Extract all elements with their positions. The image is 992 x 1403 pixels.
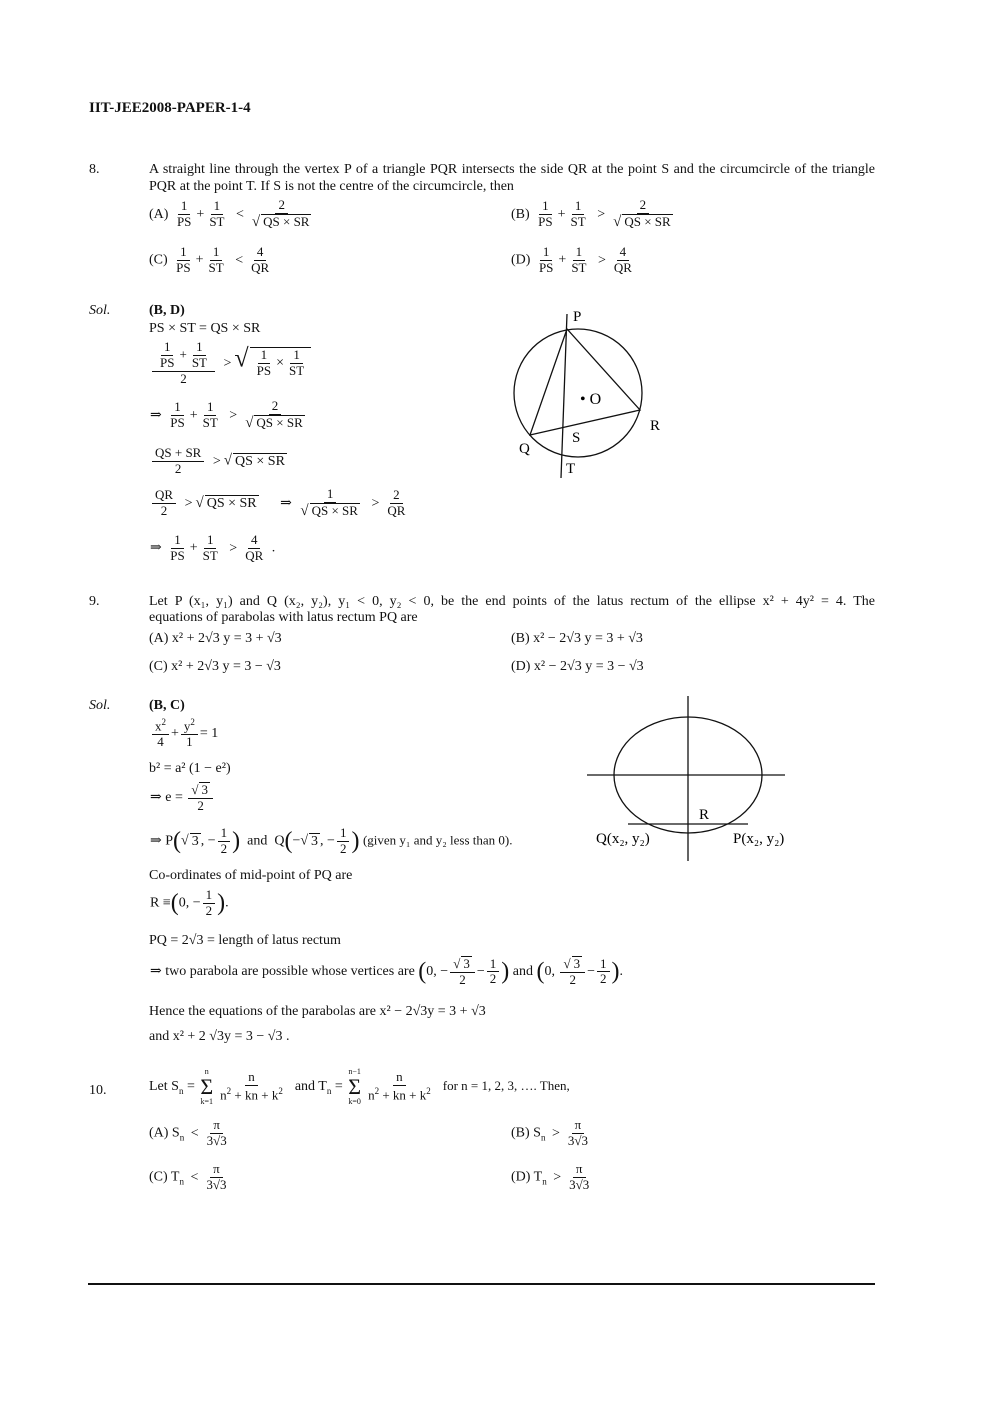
question-8-text: A straight line through the vertex P of a triangle PQR intersects the side QR at the point S and the circumcircle of the triangle PQR at the point T. If S is not the centre of the circumcircle, then (149, 162, 875, 194)
question-10-number: 10. (89, 1083, 107, 1098)
page-header: IIT-JEE2008-PAPER-1-4 (89, 100, 251, 116)
solution-9-label: Sol. (89, 698, 111, 713)
solution-9-ellipse-equation: $\frac{x^2}{4}$ + $\frac{y^2}{1}$ = 1 (150, 717, 218, 750)
solution-9-midpoint-r: R ≡(0, − $\frac{1}{2}$ ). (150, 887, 229, 918)
question-10-option-b: (B) $S_n$ > $\frac{\pi}{3√3}$ (511, 1117, 588, 1148)
solution-8-answer: (B, D) (149, 303, 185, 318)
footer-rule (88, 1283, 875, 1285)
question-8-option-a: (A) $\frac{1}{PS}$ + $\frac{1}{ST}$ < $\frac{2}{√ QS \times SR}$ (149, 197, 310, 230)
solution-9-answer: (B, C) (149, 698, 185, 713)
label-t: T (566, 461, 576, 477)
label-r: R (699, 807, 710, 823)
solution-9-hence: Hence the equations of the parabolas are x² − 2√3y = 3 + √3 (149, 1004, 486, 1019)
triangle-pqr (530, 329, 640, 435)
ellipse-diagram (585, 693, 790, 868)
question-10-option-d: (D) $T_n$ > $\frac{\pi}{3√3}$ (511, 1161, 590, 1192)
solution-8-step-2: $\frac{1}{PS}$ + $\frac{1}{ST}$ 2 > √ $\frac{1}{PS}$ × $\frac{1}{ST}$ (150, 340, 311, 387)
circle-diagram (500, 300, 690, 490)
label-q: Q(x₂, y₂) (596, 831, 650, 847)
question-10-option-c: (C) $T_n$ < $\frac{\pi}{3√3}$ (149, 1161, 227, 1192)
solution-8-step-1: PS × ST = QS × SR (149, 321, 261, 336)
question-8-option-d: (D) $\frac{1}{PS}$ + $\frac{1}{ST}$ > $\frac{4}{QR}$ (511, 244, 632, 275)
solution-9-eccentricity: ⇒ e = $\frac{√ 3}{2}$ (150, 782, 215, 814)
solution-8-label: Sol. (89, 303, 111, 318)
solution-9-pq-length: PQ = 2√3 = length of latus rectum (149, 933, 341, 948)
question-9-number: 9. (89, 594, 100, 609)
label-p: P(x₂, y₂) (733, 831, 785, 847)
question-9-option-a: (A) x² + 2√3 y = 3 + √3 (149, 631, 282, 646)
solution-9-vertices: ⇒ two parabola are possible whose vertices are (0, − $\frac{√ 3}{2}$ − $\frac{1}{2}$ ) and (0, $\frac{√ 3}{2}$ − $\frac{1}{2}$ ). (150, 955, 624, 987)
solution-9-b-squared: b² = a² (1 − e²) (149, 761, 231, 776)
question-9-option-c: (C) x² + 2√3 y = 3 − √3 (149, 659, 281, 674)
solution-9-points-pq: ⇒ P(√ 3 , − $\frac{1}{2}$ ) and Q(−√ 3 , − $\frac{1}{2}$ ) (given y₁ and y₂ less than 0). (150, 825, 513, 856)
question-9-text: Let P (x₁, y₁) and Q (x₂, y₂), y₁ < 0, y₂ < 0, be the end points of the latus rectum of the ellipse x² + 4y² = 4. The (149, 594, 875, 609)
label-q: Q (519, 441, 530, 457)
question-9-option-b: (B) x² − 2√3 y = 3 + √3 (511, 631, 643, 646)
question-10-text: Let $S_n$ = n Σ k=1 $\frac{n}{n^2 + kn + k^2}$ and $T_n$ = n−1 Σ k=0 $\frac{n}{n^2 + kn + k^2}$ for n = 1, 2, 3, …. Then, (149, 1067, 570, 1106)
solution-9-and-last: and x² + 2 √3y = 3 − √3 . (149, 1029, 290, 1044)
label-o: • O (580, 391, 602, 408)
question-9-text-line-2: equations of parabolas with latus rectum PQ are (149, 610, 418, 625)
solution-8-step-4: $\frac{QS + SR}{2}$ > √ QS × SR (150, 446, 287, 477)
question-8-number: 8. (89, 162, 100, 177)
question-10-option-a: (A) $S_n$ < $\frac{\pi}{3√3}$ (149, 1117, 227, 1148)
solution-8-step-5: $\frac{QR}{2}$ > √ QS × SR ⇒ $\frac{1}{√ QS \times SR}$ > $\frac{2}{QR}$ (150, 487, 410, 520)
question-8-option-b: (B) $\frac{1}{PS}$ + $\frac{1}{ST}$ > $\frac{2}{√ QS \times SR}$ (511, 197, 671, 230)
question-8-option-c: (C) $\frac{1}{PS}$ + $\frac{1}{ST}$ < $\frac{4}{QR}$ (149, 244, 270, 275)
label-p: P (573, 309, 582, 325)
solution-8-step-3: ⇒ $\frac{1}{PS}$ + $\frac{1}{ST}$ > $\frac{2}{√ QS \times SR}$ (150, 398, 303, 431)
label-r: R (650, 418, 661, 434)
question-9-option-d: (D) x² − 2√3 y = 3 − √3 (511, 659, 644, 674)
label-s: S (572, 430, 581, 446)
solution-9-midpoint-text: Co-ordinates of mid-point of PQ are (149, 868, 353, 883)
solution-8-step-6: ⇒ $\frac{1}{PS}$ + $\frac{1}{ST}$ > $\frac{4}{QR}$ . (150, 532, 276, 563)
